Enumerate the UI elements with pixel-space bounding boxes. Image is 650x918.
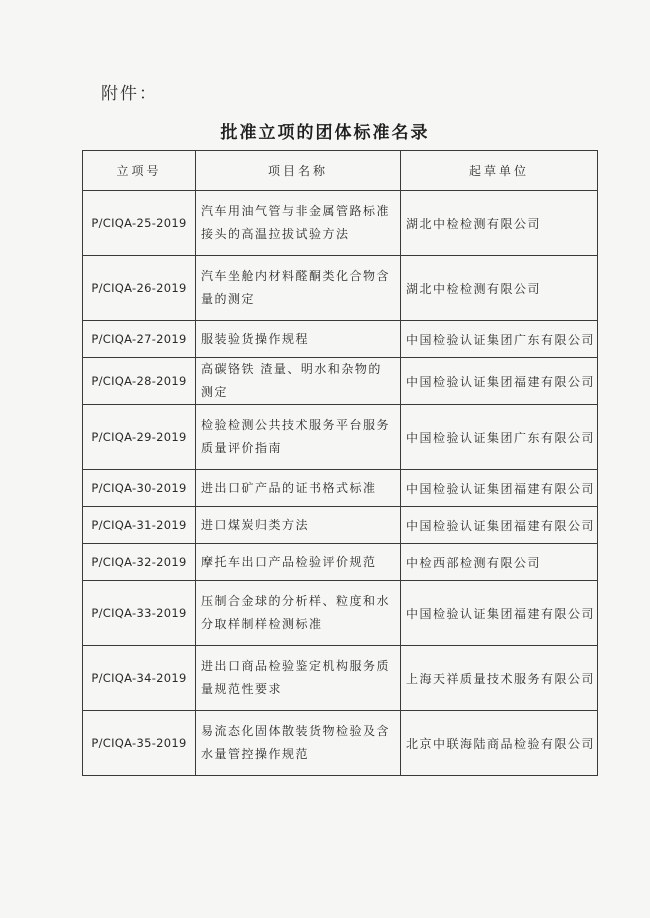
project-number-cell: P/CIQA-31-2019 xyxy=(83,507,196,544)
project-name-cell: 易流态化固体散装货物检验及含水量管控操作规范 xyxy=(196,711,401,776)
project-number-cell: P/CIQA-28-2019 xyxy=(83,358,196,405)
project-number-cell: P/CIQA-33-2019 xyxy=(83,581,196,646)
standards-table xyxy=(82,150,598,776)
header-drafting-unit: 起草单位 xyxy=(401,151,598,191)
drafting-unit-cell: 中国检验认证集团福建有限公司 xyxy=(401,470,598,507)
project-number-cell: P/CIQA-27-2019 xyxy=(83,321,196,358)
drafting-unit-cell: 中国检验认证集团福建有限公司 xyxy=(401,507,598,544)
project-name-cell: 进出口商品检验鉴定机构服务质量规范性要求 xyxy=(196,646,401,711)
project-name-cell: 高碳铬铁 渣量、明水和杂物的测定 xyxy=(196,358,401,405)
table-row xyxy=(83,321,598,358)
table-row xyxy=(83,405,598,470)
drafting-unit-cell: 中检西部检测有限公司 xyxy=(401,544,598,581)
drafting-unit-cell: 中国检验认证集团福建有限公司 xyxy=(401,358,598,405)
table-row xyxy=(83,544,598,581)
table-body xyxy=(83,191,598,776)
drafting-unit-cell: 湖北中检检测有限公司 xyxy=(401,256,598,321)
table-row xyxy=(83,191,598,256)
drafting-unit-cell: 中国检验认证集团广东有限公司 xyxy=(401,321,598,358)
project-number-cell: P/CIQA-29-2019 xyxy=(83,405,196,470)
drafting-unit-cell: 北京中联海陆商品检验有限公司 xyxy=(401,711,598,776)
project-number-cell: P/CIQA-30-2019 xyxy=(83,470,196,507)
table-row xyxy=(83,507,598,544)
project-name-cell: 压制合金球的分析样、粒度和水分取样制样检测标准 xyxy=(196,581,401,646)
drafting-unit-cell: 中国检验认证集团广东有限公司 xyxy=(401,405,598,470)
project-name-cell: 进口煤炭归类方法 xyxy=(196,507,401,544)
table-row xyxy=(83,581,598,646)
drafting-unit-cell: 上海天祥质量技术服务有限公司 xyxy=(401,646,598,711)
project-number-cell: P/CIQA-34-2019 xyxy=(83,646,196,711)
attachment-label: 附件： xyxy=(101,84,158,104)
drafting-unit-cell: 湖北中检检测有限公司 xyxy=(401,191,598,256)
header-project-number: 立项号 xyxy=(83,151,196,191)
table-row xyxy=(83,358,598,405)
document-title: 批准立项的团体标准名录 xyxy=(220,123,430,143)
header-project-name: 项目名称 xyxy=(196,151,401,191)
drafting-unit-cell: 中国检验认证集团福建有限公司 xyxy=(401,581,598,646)
table-header-row xyxy=(83,151,598,191)
table-row xyxy=(83,646,598,711)
table-row xyxy=(83,470,598,507)
project-name-cell: 进出口矿产品的证书格式标准 xyxy=(196,470,401,507)
project-number-cell: P/CIQA-32-2019 xyxy=(83,544,196,581)
project-name-cell: 摩托车出口产品检验评价规范 xyxy=(196,544,401,581)
project-number-cell: P/CIQA-35-2019 xyxy=(83,711,196,776)
project-name-cell: 汽车坐舱内材料醛酮类化合物含量的测定 xyxy=(196,256,401,321)
project-name-cell: 检验检测公共技术服务平台服务质量评价指南 xyxy=(196,405,401,470)
project-number-cell: P/CIQA-26-2019 xyxy=(83,256,196,321)
project-name-cell: 汽车用油气管与非金属管路标准接头的高温拉拔试验方法 xyxy=(196,191,401,256)
table-row xyxy=(83,711,598,776)
project-number-cell: P/CIQA-25-2019 xyxy=(83,191,196,256)
table-row xyxy=(83,256,598,321)
project-name-cell: 服装验货操作规程 xyxy=(196,321,401,358)
